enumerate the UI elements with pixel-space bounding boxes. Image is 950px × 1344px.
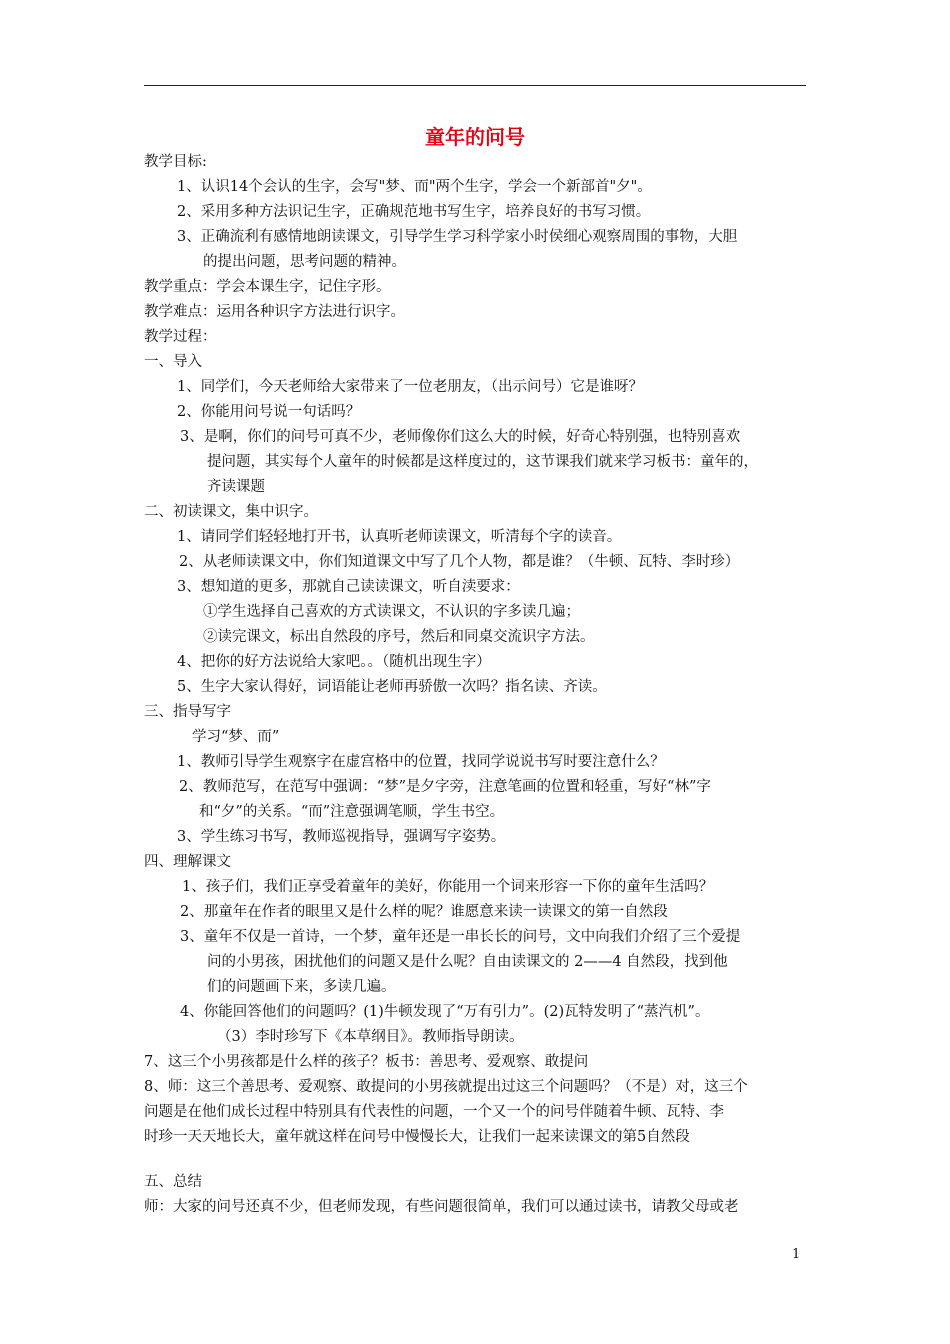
text-line: 们的问题画下来，多读几遍。 <box>207 979 396 995</box>
text-line: 教学难点：运用各种识字方法进行识字。 <box>144 304 405 320</box>
document-title: 童年的问号 <box>425 125 525 149</box>
section-heading: 二、初读课文，集中识字。 <box>144 504 318 520</box>
text-line: （3）李时珍写下《本草纲目》。教师指导朗读。 <box>217 1029 524 1045</box>
page-number: 1 <box>792 1247 801 1262</box>
text-line: 教学目标: <box>144 154 207 170</box>
text-line: 3、想知道的更多，那就自己读读课文，听自渎要求： <box>177 579 520 595</box>
text-line: 3、是啊，你们的问号可真不少，老师像你们这么大的时候，好奇心特别强，也特别喜欢 <box>180 429 741 445</box>
section-heading: 一、导入 <box>144 354 202 370</box>
text-line: 教学重点：学会本课生字，记住字形。 <box>144 279 391 295</box>
text-line: 2、你能用问号说一句话吗？ <box>177 404 361 420</box>
text-line: 8、师：这三个善思考、爱观察、敢提问的小男孩就提出过这三个问题吗？（不是）对，这三个 <box>144 1079 748 1095</box>
text-line: 2、教师范写，在范写中强调：“梦”是夕字旁，注意笔画的位置和轻重，写好“林”字 <box>179 779 711 795</box>
text-line: 问题是在他们成长过程中特别具有代表性的问题，一个又一个的问号伴随着牛顿、瓦特、李 <box>144 1104 724 1120</box>
text-line: 教学过程： <box>144 329 217 345</box>
text-line: 师：大家的问号还真不少，但老师发现，有些问题很简单，我们可以通过读书，请教父母或老 <box>144 1199 739 1215</box>
text-line: 1、认识14个会认的生字，会写"梦、而"两个生字，学会一个新部首"夕"。 <box>177 179 652 195</box>
text-line: 齐读课题 <box>207 479 265 495</box>
text-line: 1、教师引导学生观察字在虚宫格中的位置，找同学说说书写时要注意什么？ <box>177 754 665 770</box>
text-line: 提问题，其实每个人童年的时候都是这样度过的，这节课我们就来学习板书：童年的， <box>207 454 758 470</box>
text-line: 2、从老师读课文中，你们知道课文中写了几个人物，都是谁？（牛顿、瓦特、李时珍） <box>179 554 740 570</box>
text-line: 1、孩子们，我们正享受着童年的美好，你能用一个词来形容一下你的童年生活吗？ <box>182 879 714 895</box>
text-line: 学习“梦、而” <box>192 729 280 745</box>
section-heading: 三、指导写字 <box>144 704 231 720</box>
text-line: 1、请同学们轻轻地打开书，认真听老师读课文，听清每个字的读音。 <box>177 529 622 545</box>
text-line: 和“夕”的关系。“而”注意强调笔顺，学生书空。 <box>199 804 505 820</box>
text-line: ①学生选择自己喜欢的方式读课文，不认识的字多读几遍； <box>203 604 580 620</box>
text-line: 3、童年不仅是一首诗，一个梦，童年还是一串长长的问号，文中向我们介绍了三个爱提 <box>180 929 741 945</box>
section-heading: 五、总结 <box>144 1174 202 1190</box>
text-line: 2、那童年在作者的眼里又是什么样的呢？谁愿意来读一读课文的第一自然段 <box>180 904 668 920</box>
text-line: 4、把你的好方法说给大家吧。。（随机出现生字） <box>177 654 491 670</box>
text-line: 2、采用多种方法识记生字，正确规范地书写生字，培养良好的书写习惯。 <box>177 204 651 220</box>
header-rule <box>144 85 806 86</box>
text-line: 5、生字大家认得好，词语能让老师再骄傲一次吗？指名读、齐读。 <box>177 679 607 695</box>
text-line: ②读完课文，标出自然段的序号，然后和同桌交流识字方法。 <box>203 629 595 645</box>
text-line: 的提出问题，思考问题的精神。 <box>203 254 406 270</box>
section-heading: 四、理解课文 <box>144 854 231 870</box>
text-line: 7、这三个小男孩都是什么样的孩子？板书：善思考、爱观察、敢提问 <box>144 1054 589 1070</box>
text-line: 时珍一天天地长大，童年就这样在问号中慢慢长大，让我们一起来读课文的第5自然段 <box>144 1129 690 1145</box>
text-line: 1、同学们，今天老师给大家带来了一位老朋友，（出示问号）它是谁呀？ <box>177 379 643 395</box>
text-line: 3、学生练习书写，教师巡视指导，强调写字姿势。 <box>177 829 506 845</box>
text-line: 4、你能回答他们的问题吗？(1)牛顿发现了“万有引力”。(2)瓦特发明了“蒸汽机”。 <box>180 1004 710 1020</box>
text-line: 问的小男孩，困扰他们的问题又是什么呢？自由读课文的 2——4 自然段，找到他 <box>207 954 728 970</box>
text-line: 3、正确流利有感情地朗读课文，引导学生学习科学家小时侯细心观察周围的事物，大胆 <box>177 229 738 245</box>
